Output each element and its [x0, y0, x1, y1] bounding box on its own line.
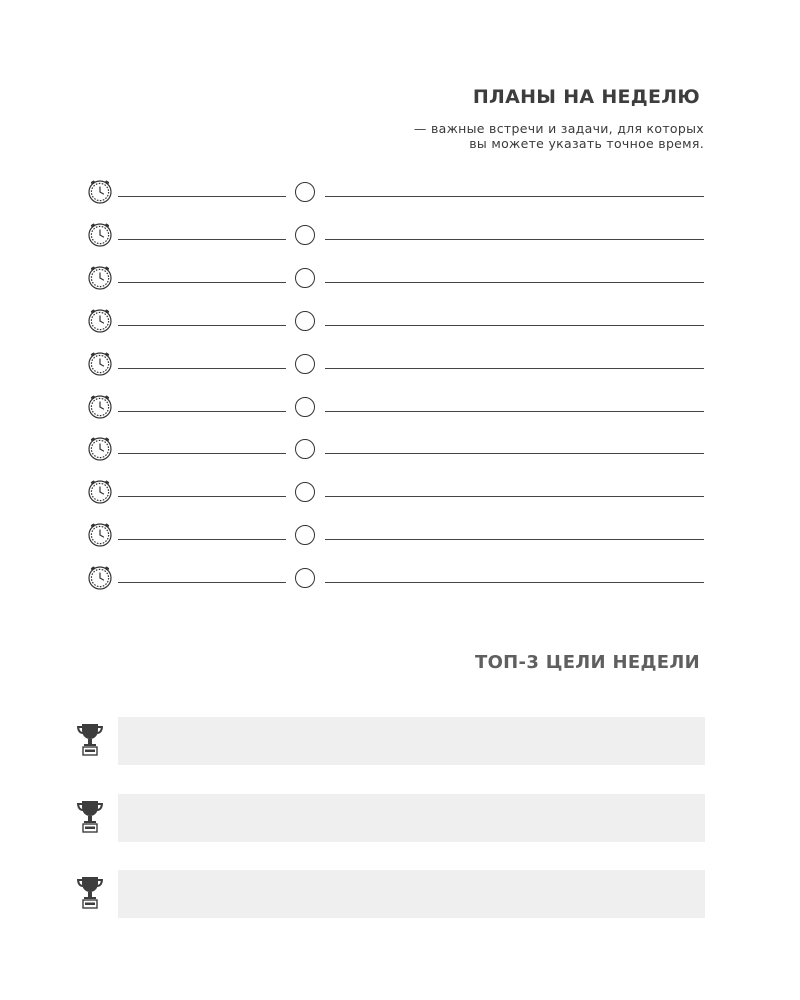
task-entry-line[interactable] — [325, 196, 704, 197]
trophy-icon — [74, 875, 106, 911]
page-subtitle — [304, 121, 704, 151]
time-entry-line[interactable] — [118, 325, 286, 326]
time-entry-line[interactable] — [118, 453, 286, 454]
task-entry-line[interactable] — [325, 539, 704, 540]
task-checkbox[interactable] — [295, 225, 315, 245]
task-entry-line[interactable] — [325, 282, 704, 283]
clock-icon — [86, 478, 114, 506]
task-checkbox[interactable] — [295, 268, 315, 288]
plan-row — [0, 476, 800, 506]
goals-title: ТОП-3 ЦЕЛИ НЕДЕЛИ — [475, 652, 700, 673]
clock-icon — [86, 521, 114, 549]
task-entry-line[interactable] — [325, 325, 704, 326]
time-entry-line[interactable] — [118, 539, 286, 540]
task-checkbox[interactable] — [295, 568, 315, 588]
subtitle-line-1: — важные встречи и задачи, для которых — [413, 121, 704, 136]
time-entry-line[interactable] — [118, 368, 286, 369]
plan-row — [0, 262, 800, 292]
plan-row — [0, 305, 800, 335]
goal-input-box[interactable] — [118, 717, 705, 765]
clock-icon — [86, 178, 114, 206]
task-checkbox[interactable] — [295, 482, 315, 502]
clock-icon — [86, 435, 114, 463]
task-checkbox[interactable] — [295, 182, 315, 202]
subtitle-line-2: вы можете указать точное время. — [469, 136, 704, 151]
plan-row — [0, 176, 800, 206]
page-title: ПЛАНЫ НА НЕДЕЛЮ — [472, 86, 700, 108]
task-checkbox[interactable] — [295, 397, 315, 417]
time-entry-line[interactable] — [118, 282, 286, 283]
task-entry-line[interactable] — [325, 453, 704, 454]
plan-row — [0, 219, 800, 249]
clock-icon — [86, 564, 114, 592]
trophy-icon — [74, 799, 106, 835]
task-entry-line[interactable] — [325, 368, 704, 369]
plan-row — [0, 562, 800, 592]
plan-row — [0, 433, 800, 463]
task-checkbox[interactable] — [295, 311, 315, 331]
task-checkbox[interactable] — [295, 354, 315, 374]
plan-row — [0, 519, 800, 549]
time-entry-line[interactable] — [118, 496, 286, 497]
task-checkbox[interactable] — [295, 439, 315, 459]
plan-row — [0, 391, 800, 421]
goal-row — [0, 717, 800, 767]
time-entry-line[interactable] — [118, 411, 286, 412]
trophy-icon — [74, 722, 106, 758]
goal-row — [0, 870, 800, 920]
time-entry-line[interactable] — [118, 196, 286, 197]
task-entry-line[interactable] — [325, 411, 704, 412]
task-checkbox[interactable] — [295, 525, 315, 545]
plan-row — [0, 348, 800, 378]
task-entry-line[interactable] — [325, 239, 704, 240]
clock-icon — [86, 393, 114, 421]
clock-icon — [86, 221, 114, 249]
clock-icon — [86, 264, 114, 292]
task-entry-line[interactable] — [325, 582, 704, 583]
clock-icon — [86, 350, 114, 378]
goal-input-box[interactable] — [118, 870, 705, 918]
clock-icon — [86, 307, 114, 335]
time-entry-line[interactable] — [118, 239, 286, 240]
goal-row — [0, 794, 800, 844]
task-entry-line[interactable] — [325, 496, 704, 497]
goal-input-box[interactable] — [118, 794, 705, 842]
time-entry-line[interactable] — [118, 582, 286, 583]
